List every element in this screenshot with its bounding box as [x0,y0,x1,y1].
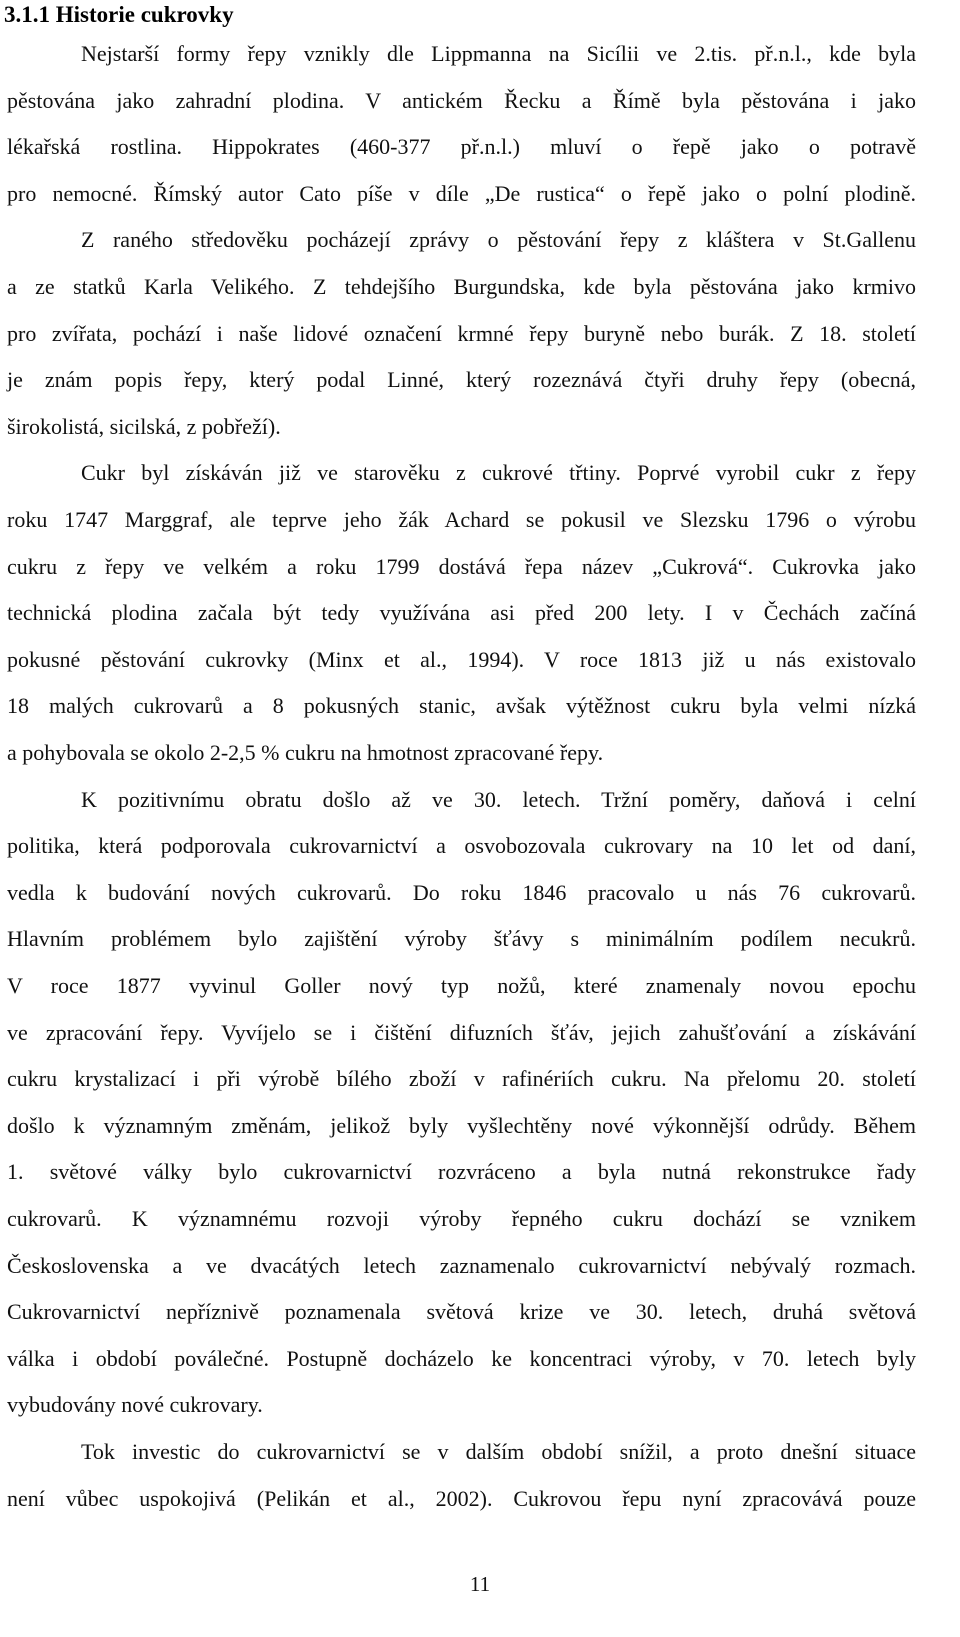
text-line: cukrovarů. K významnému rozvoji výroby řepného cukru dochází se vznikem [7,1206,916,1231]
text-line: a ze statků Karla Velikého. Z tehdejšího Burgundska, kde byla pěstována jako krmivo [7,274,916,299]
text-line: Tok investic do cukrovarnictví se v dalším období snížil, a proto dnešní situace [81,1439,916,1464]
text-line: válka i období poválečné. Postupně docházelo ke koncentraci výroby, v 70. letech byly [7,1346,916,1371]
text-line: vybudovány nové cukrovary. [7,1392,263,1417]
text-line: není vůbec uspokojivá (Pelikán et al., 2002). Cukrovou řepu nyní zpracovává pouze [7,1486,916,1511]
text-line: technická plodina začala být tedy využívána asi před 200 lety. I v Čechách začíná [7,600,916,625]
text-line: a pohybovala se okolo 2-2,5 % cukru na hmotnost zpracované řepy. [7,740,604,765]
text-line: V roce 1877 vyvinul Goller nový typ nožů, které znamenaly novou epochu [7,973,916,998]
text-line: politika, která podporovala cukrovarnictví a osvobozovala cukrovary na 10 let od daní, [7,833,916,858]
text-line: pokusné pěstování cukrovky (Minx et al., 1994). V roce 1813 již u nás existovalo [7,647,916,672]
text-line: pro nemocné. Římský autor Cato píše v díle „De rustica“ o řepě jako o polní plodině. [7,181,916,206]
text-line: lékařská rostlina. Hippokrates (460-377 př.n.l.) mluví o řepě jako o potravě [7,134,916,159]
text-line: Cukrovarnictví nepříznivě poznamenala světová krize ve 30. letech, druhá světová [7,1299,916,1324]
text-line: cukru krystalizací i při výrobě bílého zboží v rafinériích cukru. Na přelomu 20. století [7,1066,916,1091]
text-line: Cukr byl získáván již ve starověku z cukrové třtiny. Poprvé vyrobil cukr z řepy [81,460,916,485]
text-line: roku 1747 Marggraf, ale teprve jeho žák Achard se pokusil ve Slezsku 1796 o výrobu [7,507,916,532]
text-line: širokolistá, sicilská, z pobřeží). [7,414,281,439]
section-heading: 3.1.1 Historie cukrovky [4,2,234,27]
text-line: vedla k budování nových cukrovarů. Do roku 1846 pracovalo u nás 76 cukrovarů. [7,880,916,905]
text-line: pro zvířata, pochází i naše lidové označení krmné řepy buryně nebo burák. Z 18. století [7,321,916,346]
text-line: Hlavním problémem bylo zajištění výroby šťávy s minimálním podílem necukrů. [7,926,916,951]
text-line: Československa a ve dvacátých letech zaznamenalo cukrovarnictví nebývalý rozmach. [7,1253,916,1278]
text-line: došlo k významným změnám, jelikož byly vyšlechtěny nové výkonnější odrůdy. Během [7,1113,916,1138]
page-number: 11 [469,1572,491,1596]
text-line: cukru z řepy ve velkém a roku 1799 dostává řepa název „Cukrová“. Cukrovka jako [7,554,916,579]
text-line: ve zpracování řepy. Vyvíjelo se i čištění difuzních šťáv, jejich zahušťování a získávání [7,1020,916,1045]
text-line: 1. světové války bylo cukrovarnictví rozvráceno a byla nutná rekonstrukce řady [7,1159,916,1184]
text-line: Nejstarší formy řepy vznikly dle Lippmanna na Sicílii ve 2.tis. př.n.l., kde byla [81,41,916,66]
text-line: Z raného středověku pocházejí zprávy o pěstování řepy z kláštera v St.Gallenu [81,227,916,252]
text-line: 18 malých cukrovarů a 8 pokusných stanic, avšak výtěžnost cukru byla velmi nízká [7,693,916,718]
text-line: je znám popis řepy, který podal Linné, který rozeznává čtyři druhy řepy (obecná, [7,367,916,392]
text-line: K pozitivnímu obratu došlo až ve 30. letech. Tržní poměry, daňová i celní [81,787,916,812]
text-line: pěstována jako zahradní plodina. V antickém Řecku a Římě byla pěstována i jako [7,88,916,113]
